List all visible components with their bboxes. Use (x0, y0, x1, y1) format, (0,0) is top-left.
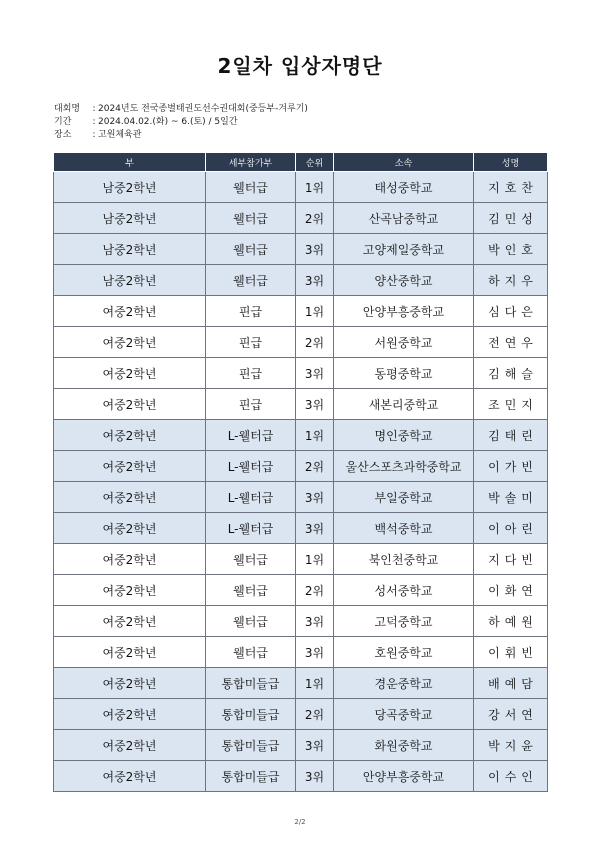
cell-school: 울산스포츠과학중학교 (334, 451, 474, 482)
cell-school: 당곡중학교 (334, 699, 474, 730)
cell-rank: 2위 (296, 327, 334, 358)
cell-rank: 3위 (296, 606, 334, 637)
results-body (54, 172, 548, 792)
table-row (54, 358, 548, 389)
info-row-period: 기간 : 2024.04.02.(화) ~ 6.(토) / 5일간 (54, 117, 238, 127)
cell-name: 박솔미 (474, 482, 548, 513)
cell-division: 여중2학년 (54, 699, 206, 730)
event-info (54, 103, 308, 142)
cell-division: 여중2학년 (54, 482, 206, 513)
cell-rank: 1위 (296, 420, 334, 451)
cell-school: 화원중학교 (334, 730, 474, 761)
cell-category: 통합미들급 (206, 668, 296, 699)
cell-category: L-웰터급 (206, 513, 296, 544)
cell-name: 이화연 (474, 575, 548, 606)
table-row (54, 761, 548, 792)
cell-rank: 1위 (296, 668, 334, 699)
cell-school: 동평중학교 (334, 358, 474, 389)
cell-category: 핀급 (206, 327, 296, 358)
cell-name: 이수인 (474, 761, 548, 792)
cell-name: 지다빈 (474, 544, 548, 575)
table-row (54, 575, 548, 606)
cell-school: 서원중학교 (334, 327, 474, 358)
results-table (53, 152, 548, 792)
cell-name: 심다은 (474, 296, 548, 327)
cell-category: 웰터급 (206, 203, 296, 234)
cell-rank: 3위 (296, 234, 334, 265)
cell-category: L-웰터급 (206, 420, 296, 451)
cell-school: 양산중학교 (334, 265, 474, 296)
cell-school: 고양제일중학교 (334, 234, 474, 265)
cell-rank: 3위 (296, 389, 334, 420)
info-value: 고원체육관 (98, 130, 142, 140)
cell-rank: 1위 (296, 296, 334, 327)
cell-division: 여중2학년 (54, 668, 206, 699)
cell-category: L-웰터급 (206, 451, 296, 482)
cell-division: 남중2학년 (54, 234, 206, 265)
cell-name: 전연우 (474, 327, 548, 358)
cell-division: 남중2학년 (54, 203, 206, 234)
table-row (54, 203, 548, 234)
cell-category: 통합미들급 (206, 730, 296, 761)
cell-rank: 2위 (296, 451, 334, 482)
cell-school: 안양부흥중학교 (334, 761, 474, 792)
cell-school: 백석중학교 (334, 513, 474, 544)
cell-division: 남중2학년 (54, 172, 206, 203)
cell-division: 여중2학년 (54, 761, 206, 792)
cell-category: L-웰터급 (206, 482, 296, 513)
cell-rank: 2위 (296, 699, 334, 730)
table-row (54, 389, 548, 420)
table-row (54, 172, 548, 203)
info-label: 대회명 (54, 104, 81, 114)
cell-school: 성서중학교 (334, 575, 474, 606)
cell-division: 여중2학년 (54, 575, 206, 606)
table-row (54, 420, 548, 451)
cell-school: 북인천중학교 (334, 544, 474, 575)
cell-name: 강서연 (474, 699, 548, 730)
cell-division: 여중2학년 (54, 637, 206, 668)
cell-rank: 3위 (296, 513, 334, 544)
info-value: 2024년도 전국종별태권도선수권대회(중등부-겨루기) (98, 104, 308, 114)
cell-name: 박인호 (474, 234, 548, 265)
cell-category: 웰터급 (206, 544, 296, 575)
cell-school: 부일중학교 (334, 482, 474, 513)
header-rank: 순위 (296, 153, 334, 172)
cell-rank: 3위 (296, 730, 334, 761)
cell-name: 이휘빈 (474, 637, 548, 668)
cell-division: 여중2학년 (54, 730, 206, 761)
cell-name: 배예담 (474, 668, 548, 699)
cell-rank: 1위 (296, 544, 334, 575)
cell-name: 이아린 (474, 513, 548, 544)
cell-category: 웰터급 (206, 234, 296, 265)
cell-category: 웰터급 (206, 606, 296, 637)
cell-division: 여중2학년 (54, 451, 206, 482)
header-school: 소속 (334, 153, 474, 172)
cell-division: 여중2학년 (54, 358, 206, 389)
table-row (54, 668, 548, 699)
cell-category: 핀급 (206, 358, 296, 389)
cell-division: 여중2학년 (54, 327, 206, 358)
cell-category: 웰터급 (206, 637, 296, 668)
cell-division: 여중2학년 (54, 389, 206, 420)
cell-rank: 1위 (296, 172, 334, 203)
cell-rank: 3위 (296, 761, 334, 792)
cell-division: 여중2학년 (54, 296, 206, 327)
cell-category: 핀급 (206, 389, 296, 420)
cell-name: 하예원 (474, 606, 548, 637)
info-label: 기간 (54, 117, 72, 127)
cell-name: 김태린 (474, 420, 548, 451)
cell-division: 여중2학년 (54, 606, 206, 637)
cell-rank: 3위 (296, 482, 334, 513)
table-row (54, 699, 548, 730)
cell-rank: 2위 (296, 575, 334, 606)
table-header-row (54, 153, 548, 172)
cell-school: 새본리중학교 (334, 389, 474, 420)
table-row (54, 265, 548, 296)
info-row-event: 대회명 : 2024년도 전국종별태권도선수권대회(중등부-겨루기) (54, 104, 308, 114)
cell-division: 남중2학년 (54, 265, 206, 296)
table-row (54, 482, 548, 513)
cell-school: 안양부흥중학교 (334, 296, 474, 327)
header-name: 성명 (474, 153, 548, 172)
cell-school: 경운중학교 (334, 668, 474, 699)
info-label: 장소 (54, 130, 72, 140)
cell-category: 웰터급 (206, 265, 296, 296)
cell-category: 통합미들급 (206, 761, 296, 792)
cell-school: 태성중학교 (334, 172, 474, 203)
table-row (54, 451, 548, 482)
page-number: 2/2 (294, 818, 306, 826)
table-row (54, 327, 548, 358)
cell-name: 지호찬 (474, 172, 548, 203)
cell-category: 웰터급 (206, 172, 296, 203)
cell-rank: 3위 (296, 637, 334, 668)
info-row-venue: 장소 : 고원체육관 (54, 130, 142, 140)
cell-school: 산곡남중학교 (334, 203, 474, 234)
cell-school: 고덕중학교 (334, 606, 474, 637)
cell-rank: 3위 (296, 265, 334, 296)
cell-division: 여중2학년 (54, 544, 206, 575)
cell-school: 명인중학교 (334, 420, 474, 451)
cell-name: 조민지 (474, 389, 548, 420)
table-row (54, 234, 548, 265)
cell-category: 통합미들급 (206, 699, 296, 730)
cell-rank: 3위 (296, 358, 334, 389)
header-category: 세부참가부 (206, 153, 296, 172)
header-division: 부 (54, 153, 206, 172)
cell-name: 하지우 (474, 265, 548, 296)
cell-name: 박지윤 (474, 730, 548, 761)
table-row (54, 513, 548, 544)
cell-division: 여중2학년 (54, 513, 206, 544)
cell-rank: 2위 (296, 203, 334, 234)
table-row (54, 296, 548, 327)
table-row (54, 544, 548, 575)
cell-school: 호원중학교 (334, 637, 474, 668)
table-row (54, 730, 548, 761)
page-title: 2일차 입상자명단 (217, 54, 383, 78)
table-row (54, 637, 548, 668)
table-row (54, 606, 548, 637)
cell-division: 여중2학년 (54, 420, 206, 451)
info-value: 2024.04.02.(화) ~ 6.(토) / 5일간 (98, 117, 238, 127)
cell-name: 이가빈 (474, 451, 548, 482)
cell-name: 김해슬 (474, 358, 548, 389)
cell-category: 웰터급 (206, 575, 296, 606)
cell-category: 핀급 (206, 296, 296, 327)
cell-name: 김민성 (474, 203, 548, 234)
